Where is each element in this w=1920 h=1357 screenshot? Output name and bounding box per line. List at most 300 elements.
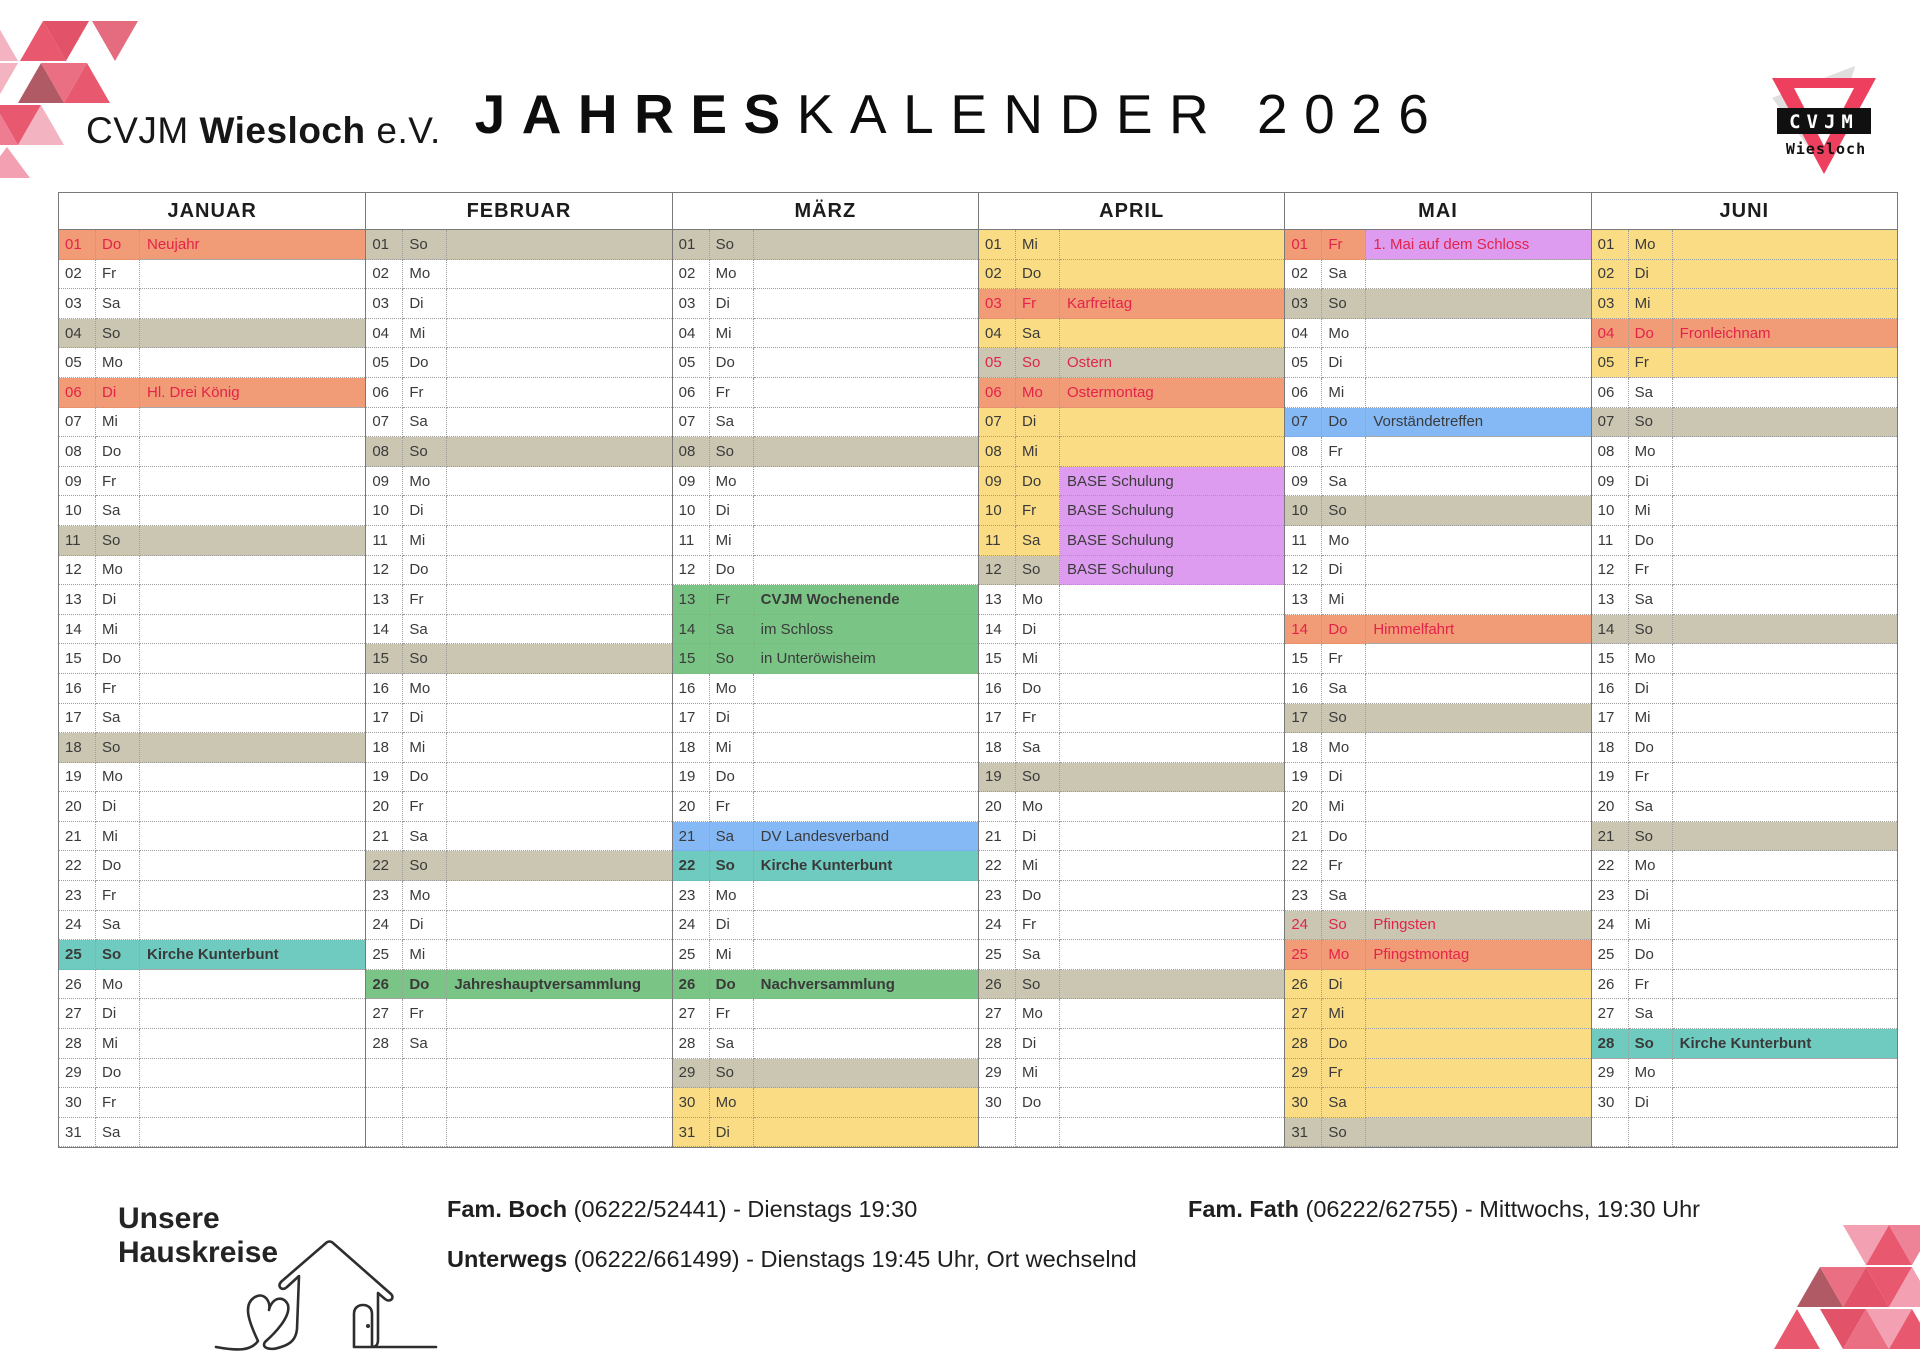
day-number-cell: 11 (59, 526, 96, 556)
day-number-cell: 07 (59, 408, 96, 438)
event-cell (754, 408, 978, 438)
event-cell (1060, 763, 1284, 793)
weekday-cell: Do (403, 556, 447, 586)
weekday-cell: Di (1016, 408, 1060, 438)
event-cell (1060, 704, 1284, 734)
day-number-cell: 28 (1285, 1029, 1322, 1059)
day-number-cell: 25 (1285, 940, 1322, 970)
day-number-cell: 21 (1592, 822, 1629, 852)
weekday-cell: Di (1629, 1088, 1673, 1118)
weekday-cell: Do (710, 763, 754, 793)
weekday-cell: Sa (710, 408, 754, 438)
weekday-cell: Mi (1629, 289, 1673, 319)
event-cell (1673, 615, 1897, 645)
weekday-cell: Sa (1016, 940, 1060, 970)
day-number-cell: 06 (979, 378, 1016, 408)
day-number-cell: 18 (1285, 733, 1322, 763)
event-cell (140, 911, 365, 941)
event-cell (447, 911, 671, 941)
event-cell (447, 378, 671, 408)
weekday-cell: Mo (1629, 644, 1673, 674)
event-cell (447, 585, 671, 615)
day-number-cell: 21 (59, 822, 96, 852)
day-number-cell: 05 (1285, 348, 1322, 378)
weekday-cell: So (710, 851, 754, 881)
triangle-mosaic-logo-bottom-right (1735, 1197, 1920, 1357)
event-cell (1673, 556, 1897, 586)
event-cell (1366, 496, 1590, 526)
event-cell (1060, 319, 1284, 349)
event-cell (447, 881, 671, 911)
weekday-cell: Do (1016, 467, 1060, 497)
event-cell (1673, 940, 1897, 970)
weekday-cell (403, 1088, 447, 1118)
day-number-cell: 11 (673, 526, 710, 556)
event-cell (1060, 1059, 1284, 1089)
event-cell (140, 881, 365, 911)
event-cell: Jahreshauptversammlung (447, 970, 671, 1000)
day-number-cell: 23 (366, 881, 403, 911)
day-number-cell: 27 (1285, 999, 1322, 1029)
weekday-cell: Di (710, 496, 754, 526)
day-number-cell: 06 (1592, 378, 1629, 408)
event-cell (754, 556, 978, 586)
weekday-cell: So (710, 230, 754, 260)
day-number-cell: 07 (1285, 408, 1322, 438)
day-number-cell: 19 (59, 763, 96, 793)
event-cell (1060, 999, 1284, 1029)
weekday-cell: Fr (96, 674, 140, 704)
day-number-cell: 05 (366, 348, 403, 378)
day-number-cell: 08 (59, 437, 96, 467)
month-name: FEBRUAR (366, 193, 671, 230)
event-cell (140, 467, 365, 497)
event-cell (1060, 1118, 1284, 1148)
day-number-cell: 12 (1285, 556, 1322, 586)
weekday-cell: Di (96, 378, 140, 408)
weekday-cell: Fr (1322, 1059, 1366, 1089)
weekday-cell: Mo (710, 1088, 754, 1118)
day-number-cell: 11 (1285, 526, 1322, 556)
event-cell (754, 319, 978, 349)
event-cell: Vorständetreffen (1366, 408, 1590, 438)
day-number-cell: 02 (979, 260, 1016, 290)
event-cell (140, 526, 365, 556)
weekday-cell: So (403, 644, 447, 674)
weekday-cell: Sa (710, 822, 754, 852)
weekday-cell: Do (710, 970, 754, 1000)
weekday-cell: So (710, 437, 754, 467)
weekday-cell: Do (96, 437, 140, 467)
weekday-cell: Fr (403, 378, 447, 408)
weekday-cell: Sa (1322, 881, 1366, 911)
event-cell (1060, 644, 1284, 674)
hauskreis-details: (06222/661499) - Dienstags 19:45 Uhr, Ort wechselnd (567, 1246, 1137, 1272)
event-cell (1366, 289, 1590, 319)
day-number-cell: 09 (1592, 467, 1629, 497)
weekday-cell: Sa (403, 615, 447, 645)
event-cell (1673, 230, 1897, 260)
day-number-cell: 12 (673, 556, 710, 586)
month-name: JUNI (1592, 193, 1897, 230)
day-number-cell: 17 (59, 704, 96, 734)
event-cell: Pfingsten (1366, 911, 1590, 941)
day-number-cell: 21 (366, 822, 403, 852)
day-number-cell: 31 (59, 1118, 96, 1148)
day-number-cell: 12 (366, 556, 403, 586)
event-cell (1673, 911, 1897, 941)
day-number-cell: 19 (1285, 763, 1322, 793)
event-cell (1673, 496, 1897, 526)
day-number-cell: 26 (366, 970, 403, 1000)
weekday-cell: Sa (1322, 1088, 1366, 1118)
weekday-cell: Di (1016, 1029, 1060, 1059)
event-cell (1060, 674, 1284, 704)
event-cell (447, 1029, 671, 1059)
day-number-cell: 19 (979, 763, 1016, 793)
day-number-cell: 04 (673, 319, 710, 349)
event-cell (447, 230, 671, 260)
weekday-cell: So (1322, 289, 1366, 319)
day-number-cell: 24 (59, 911, 96, 941)
day-number-cell: 11 (366, 526, 403, 556)
weekday-cell: Sa (710, 615, 754, 645)
event-cell (754, 763, 978, 793)
day-number-cell: 14 (979, 615, 1016, 645)
weekday-cell: Fr (710, 792, 754, 822)
event-cell (1673, 289, 1897, 319)
weekday-cell: Mo (710, 467, 754, 497)
day-number-cell: 27 (59, 999, 96, 1029)
day-number-cell: 03 (1285, 289, 1322, 319)
event-cell (754, 704, 978, 734)
weekday-cell: Fr (1016, 704, 1060, 734)
event-cell: Ostermontag (1060, 378, 1284, 408)
event-cell (1673, 585, 1897, 615)
weekday-cell: Mo (1629, 851, 1673, 881)
event-cell (1673, 467, 1897, 497)
day-number-cell: 03 (673, 289, 710, 319)
weekday-cell: Fr (710, 999, 754, 1029)
day-number-cell: 10 (979, 496, 1016, 526)
event-cell (754, 496, 978, 526)
event-cell (1366, 1118, 1590, 1148)
day-number-cell: 03 (59, 289, 96, 319)
day-number-cell: 01 (979, 230, 1016, 260)
day-number-cell: 06 (59, 378, 96, 408)
weekday-cell: Sa (403, 822, 447, 852)
weekday-cell: Mi (1322, 792, 1366, 822)
weekday-cell: Di (710, 704, 754, 734)
event-cell (447, 348, 671, 378)
weekday-cell: Do (403, 763, 447, 793)
event-cell (1673, 437, 1897, 467)
weekday-cell: Do (1322, 822, 1366, 852)
event-cell (1366, 970, 1590, 1000)
day-number-cell: 25 (1592, 940, 1629, 970)
event-cell (140, 348, 365, 378)
weekday-cell: Fr (96, 1088, 140, 1118)
event-cell (1366, 999, 1590, 1029)
day-number-cell: 27 (1592, 999, 1629, 1029)
day-number-cell: 10 (673, 496, 710, 526)
weekday-cell: Mo (710, 674, 754, 704)
day-number-cell: 29 (979, 1059, 1016, 1089)
event-cell (447, 792, 671, 822)
event-cell (1060, 230, 1284, 260)
event-cell (1366, 260, 1590, 290)
day-number-cell: 04 (59, 319, 96, 349)
day-number-cell: 13 (366, 585, 403, 615)
event-cell: Fronleichnam (1673, 319, 1897, 349)
weekday-cell: Di (96, 585, 140, 615)
weekday-cell: Fr (1629, 556, 1673, 586)
day-number-cell: 05 (1592, 348, 1629, 378)
event-cell (447, 940, 671, 970)
weekday-cell: Mi (1629, 911, 1673, 941)
event-cell: Pfingstmontag (1366, 940, 1590, 970)
weekday-cell: Fr (1322, 851, 1366, 881)
event-cell (1366, 378, 1590, 408)
hauskreis-entry-unterwegs (447, 1246, 1137, 1273)
day-number-cell: 20 (59, 792, 96, 822)
day-number-cell: 02 (366, 260, 403, 290)
weekday-cell: Di (1322, 763, 1366, 793)
weekday-cell: Mi (1016, 644, 1060, 674)
day-number-cell: 21 (1285, 822, 1322, 852)
weekday-cell: Mo (403, 881, 447, 911)
day-number-cell: 17 (1285, 704, 1322, 734)
event-cell (754, 1059, 978, 1089)
weekday-cell: Fr (1016, 289, 1060, 319)
event-cell: BASE Schulung (1060, 496, 1284, 526)
event-cell (1366, 822, 1590, 852)
weekday-cell: Fr (96, 467, 140, 497)
hauskreis-name: Fam. Fath (1188, 1196, 1299, 1222)
event-cell (1060, 851, 1284, 881)
event-cell (1366, 851, 1590, 881)
event-cell (1060, 408, 1284, 438)
day-number-cell: 08 (1285, 437, 1322, 467)
day-number-cell: 08 (673, 437, 710, 467)
hauskreis-details: (06222/52441) - Dienstags 19:30 (567, 1196, 918, 1222)
event-cell (140, 289, 365, 319)
weekday-cell: Fr (403, 585, 447, 615)
weekday-cell (403, 1118, 447, 1148)
weekday-cell: Mo (96, 970, 140, 1000)
event-cell (1673, 378, 1897, 408)
weekday-cell: Di (96, 999, 140, 1029)
day-number-cell: 12 (59, 556, 96, 586)
event-cell: Ostern (1060, 348, 1284, 378)
day-number-cell: 04 (1592, 319, 1629, 349)
weekday-cell: Sa (96, 496, 140, 526)
weekday-cell: Mi (710, 526, 754, 556)
day-number-cell: 20 (366, 792, 403, 822)
weekday-cell: Mo (1322, 733, 1366, 763)
event-cell (447, 1118, 671, 1148)
event-cell (1060, 437, 1284, 467)
event-cell (754, 1088, 978, 1118)
day-number-cell: 05 (673, 348, 710, 378)
day-number-cell: 16 (1592, 674, 1629, 704)
day-number-cell: 23 (59, 881, 96, 911)
day-number-cell: 16 (979, 674, 1016, 704)
day-number-cell: 15 (366, 644, 403, 674)
weekday-cell: So (710, 1059, 754, 1089)
event-cell (754, 911, 978, 941)
day-number-cell: 06 (1285, 378, 1322, 408)
weekday-cell: Mo (403, 674, 447, 704)
event-cell (1060, 733, 1284, 763)
weekday-cell: Mo (1629, 437, 1673, 467)
event-cell (1673, 970, 1897, 1000)
weekday-cell (403, 1059, 447, 1089)
event-cell (140, 319, 365, 349)
weekday-cell: Di (1322, 970, 1366, 1000)
day-number-cell: 23 (979, 881, 1016, 911)
weekday-cell: Mi (96, 1029, 140, 1059)
weekday-cell: Mo (1629, 1059, 1673, 1089)
weekday-cell: Do (710, 556, 754, 586)
day-number-cell: 22 (1592, 851, 1629, 881)
day-number-cell: 19 (1592, 763, 1629, 793)
event-cell (447, 260, 671, 290)
event-cell (140, 260, 365, 290)
weekday-cell: Do (1629, 319, 1673, 349)
weekday-cell: Di (403, 911, 447, 941)
event-cell (140, 822, 365, 852)
day-number-cell: 28 (366, 1029, 403, 1059)
weekday-cell: So (710, 644, 754, 674)
month-name: MÄRZ (673, 193, 978, 230)
event-cell (754, 999, 978, 1029)
weekday-cell: So (1322, 704, 1366, 734)
weekday-cell: Mi (1016, 1059, 1060, 1089)
day-number-cell: 29 (673, 1059, 710, 1089)
event-cell (140, 556, 365, 586)
event-cell (1366, 319, 1590, 349)
hauskreis-name: Fam. Boch (447, 1196, 568, 1222)
event-cell: BASE Schulung (1060, 556, 1284, 586)
weekday-cell: Mo (710, 881, 754, 911)
house-heart-doodle (210, 1206, 445, 1356)
event-cell (1366, 526, 1590, 556)
weekday-cell: Mo (96, 763, 140, 793)
event-cell (754, 467, 978, 497)
event-cell: Karfreitag (1060, 289, 1284, 319)
day-number-cell: 09 (1285, 467, 1322, 497)
weekday-cell: Do (403, 348, 447, 378)
event-cell (140, 999, 365, 1029)
event-cell (1060, 792, 1284, 822)
weekday-cell: Di (96, 792, 140, 822)
event-cell (1673, 822, 1897, 852)
event-cell: im Schloss (754, 615, 978, 645)
day-number-cell: 15 (59, 644, 96, 674)
day-number-cell: 12 (979, 556, 1016, 586)
event-cell (140, 1088, 365, 1118)
event-cell (1060, 822, 1284, 852)
event-cell (754, 733, 978, 763)
day-number-cell: 12 (1592, 556, 1629, 586)
weekday-cell: So (1629, 615, 1673, 645)
event-cell (1366, 704, 1590, 734)
weekday-cell: Di (1629, 674, 1673, 704)
day-number-cell: 04 (366, 319, 403, 349)
day-number-cell: 09 (59, 467, 96, 497)
day-number-cell: 14 (1285, 615, 1322, 645)
weekday-cell: Do (1629, 733, 1673, 763)
weekday-cell: Do (96, 851, 140, 881)
event-cell (1366, 585, 1590, 615)
day-number-cell: 24 (1592, 911, 1629, 941)
weekday-cell (1016, 1118, 1060, 1148)
day-number-cell: 08 (366, 437, 403, 467)
day-number-cell: 27 (366, 999, 403, 1029)
day-number-cell: 28 (979, 1029, 1016, 1059)
weekday-cell: Mi (403, 940, 447, 970)
day-number-cell: 18 (673, 733, 710, 763)
weekday-cell: Fr (1322, 437, 1366, 467)
weekday-cell: Sa (1016, 733, 1060, 763)
event-cell (447, 467, 671, 497)
day-number-cell: 19 (673, 763, 710, 793)
month-name: APRIL (979, 193, 1284, 230)
day-number-cell: 24 (673, 911, 710, 941)
weekday-cell: Mi (403, 526, 447, 556)
weekday-cell: Mi (403, 319, 447, 349)
event-cell (1673, 851, 1897, 881)
day-number-cell: 13 (1285, 585, 1322, 615)
day-number-cell: 22 (979, 851, 1016, 881)
event-cell (447, 763, 671, 793)
event-cell (754, 1029, 978, 1059)
event-cell: Kirche Kunterbunt (754, 851, 978, 881)
weekday-cell: Fr (710, 585, 754, 615)
weekday-cell: Di (1629, 260, 1673, 290)
event-cell (140, 763, 365, 793)
day-number-cell: 29 (59, 1059, 96, 1089)
day-number-cell (366, 1088, 403, 1118)
weekday-cell: So (1322, 1118, 1366, 1148)
day-number-cell: 30 (673, 1088, 710, 1118)
day-number-cell: 24 (979, 911, 1016, 941)
month-column-märz (672, 193, 978, 1147)
weekday-cell: Di (1322, 348, 1366, 378)
event-cell (1060, 615, 1284, 645)
weekday-cell: Do (96, 230, 140, 260)
event-cell (1060, 1088, 1284, 1118)
event-cell (140, 437, 365, 467)
event-cell (1673, 260, 1897, 290)
weekday-cell: So (403, 851, 447, 881)
hauskreis-entry-boch (447, 1196, 917, 1223)
weekday-cell: Mo (1016, 585, 1060, 615)
day-number-cell: 23 (1285, 881, 1322, 911)
event-cell (1673, 644, 1897, 674)
event-cell (447, 615, 671, 645)
weekday-cell: Fr (96, 881, 140, 911)
day-number-cell: 20 (673, 792, 710, 822)
weekday-cell: Fr (1322, 644, 1366, 674)
day-number-cell: 21 (979, 822, 1016, 852)
event-cell (1366, 1029, 1590, 1059)
weekday-cell: Sa (403, 408, 447, 438)
event-cell (447, 851, 671, 881)
weekday-cell: So (1322, 496, 1366, 526)
event-cell (1673, 763, 1897, 793)
